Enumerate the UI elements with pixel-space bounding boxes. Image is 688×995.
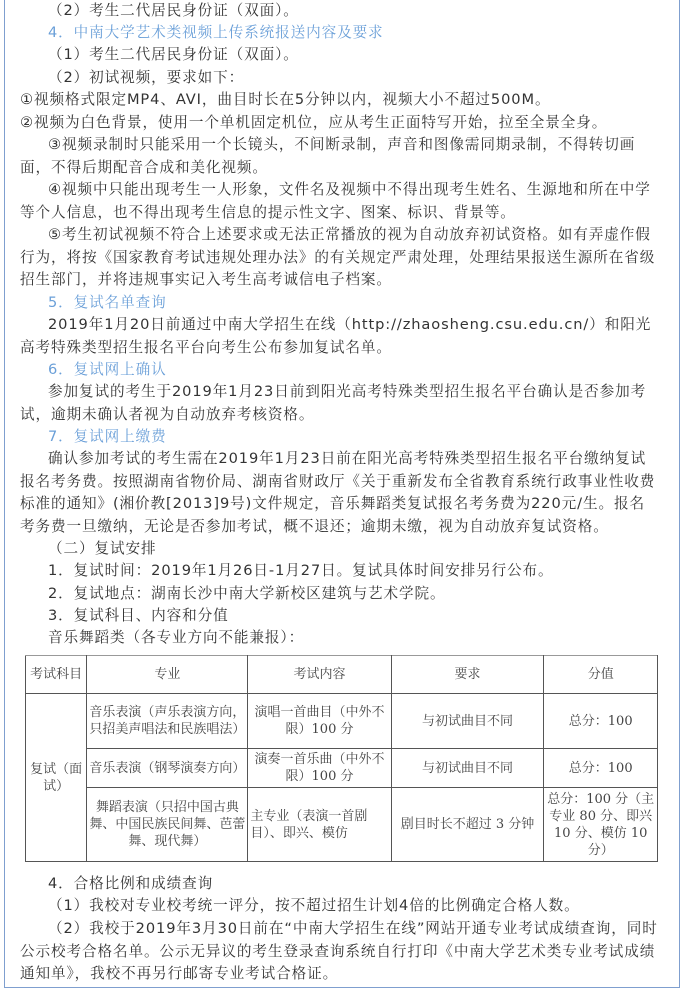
retest-subjects: 3．复试科目、内容和分值 — [48, 607, 229, 624]
major-cell: 音乐表演（钢琴演奏方向） — [87, 749, 248, 788]
content-cell: 演奏一首乐曲（中外不限）100 分 — [248, 749, 391, 788]
section-7-body: 确认参加考试的考生需在2019年1月23日前在阳光高考特殊类型招生报名平台缴纳复试报名考务费。按照湖南省物价局、湖南省财政厅《关于重新发布全省教育系统行政事业性收费标准的通知》(湘价教[2013]9号)文件规定，音乐舞蹈类复试报名考务费为220元/生。报名考务费一旦缴纳，无论是否参加考试，概不退还；逾期未缴，视为自动放弃复试资格。 — [20, 450, 656, 535]
video-req-2: ②视频为白色背景，使用一个单机固定机位，应从考生正面特写开始，拉至全景全身。 — [20, 114, 608, 131]
section-7-heading: 7．复试网上缴费 — [48, 428, 167, 445]
score-cell: 总分：100 分（主专业 80 分、即兴 10 分、模仿 10 分） — [544, 788, 658, 862]
requirement-cell: 剧目时长不超过 3 分钟 — [391, 788, 544, 862]
table-row — [26, 749, 658, 788]
pass-ratio: （1）我校对专业校考统一评分，按不超过招生计划4倍的比例确定合格人数。 — [48, 897, 580, 914]
retest-location: 2．复试地点：湖南长沙中南大学新校区建筑与艺术学院。 — [48, 585, 446, 602]
major-cell: 音乐表演（声乐表演方向，只招美声唱法和民族唱法） — [87, 694, 248, 749]
requirement-cell: 与初试曲目不同 — [391, 749, 544, 788]
video-req-3: ③视频录制时只能采用一个长镜头，不间断录制，声音和图像需同期录制，不得转切画面，不得后期配音合成和美化视频。 — [20, 136, 636, 176]
subject-cell: 复试（面试） — [26, 694, 87, 862]
upload-item-2: （2）初试视频，要求如下： — [48, 69, 245, 86]
score-cell: 总分：100 — [544, 694, 658, 749]
section-5-heading: 5．复试名单查询 — [48, 294, 167, 311]
upload-item-1: （1）考生二代居民身份证（双面）。 — [48, 46, 299, 63]
section-4-heading: 4．中南大学艺术类视频上传系统报送内容及要求 — [48, 24, 384, 41]
section-4-pass-heading: 4．合格比例和成绩查询 — [48, 875, 214, 892]
video-req-4: ④视频中只能出现考生一人形象，文件名及视频中不得出现考生姓名、生源地和所在中学等个人信息，也不得出现考生信息的提示性文字、图案、标识、背景等。 — [20, 181, 651, 221]
table-header-row — [26, 656, 658, 694]
major-cell: 舞蹈表演（只招中国古典舞、中国民族民间舞、芭蕾舞、现代舞） — [87, 788, 248, 862]
score-cell: 总分：100 — [544, 749, 658, 788]
table-row — [26, 788, 658, 862]
content-cell: 演唱一首曲目（中外不限）100 分 — [248, 694, 391, 749]
header-major: 专业 — [87, 656, 248, 694]
retest-arrangement-heading: （二）复试安排 — [48, 540, 157, 557]
header-content: 考试内容 — [248, 656, 391, 694]
section-6-body: 参加复试的考生于2019年1月23日前到阳光高考特殊类型招生报名平台确认是否参加考试，逾期未确认者视为自动放弃考核资格。 — [20, 383, 647, 423]
table-row — [26, 694, 658, 749]
id-card-item-2: （2）考生二代居民身份证（双面）。 — [48, 2, 299, 19]
retest-time: 1．复试时间：2019年1月26日-1月27日。复试具体时间安排另行公布。 — [48, 562, 554, 579]
header-subject: 考试科目 — [26, 656, 87, 694]
video-req-1: ①视频格式限定MP4、AVI，曲目时长在5分钟以内，视频大小不超过500M。 — [20, 91, 551, 108]
section-6-heading: 6．复试网上确认 — [48, 361, 167, 378]
requirement-cell: 与初试曲目不同 — [391, 694, 544, 749]
music-dance-category: 音乐舞蹈类（各专业方向不能兼报）： — [48, 629, 305, 646]
content-cell: 主专业（表演一首剧目）、即兴、模仿 — [248, 788, 391, 862]
header-requirement: 要求 — [391, 656, 544, 694]
score-query: （2）我校于2019年3月30日前在“中南大学招生在线”网站开通专业考试成绩查询，同时公示校考合格名单。公示无异议的考生登录查询系统自行打印《中南大学艺术类专业考试成绩通知单》，我校不再另行邮寄专业考试合格证。 — [20, 920, 658, 982]
exam-table — [25, 655, 658, 862]
video-req-5: ⑤考生初试视频不符合上述要求或无法正常播放的视为自动放弃初试资格。如有弄虚作假行为，将按《国家教育考试违规处理办法》的有关规定严肃处理，处理结果报送生源所在省级招生部门，并将违规事实记入考生高考诚信电子档案。 — [20, 226, 656, 288]
section-5-body: 2019年1月20日前通过中南大学招生在线（http://zhaosheng.csu.edu.cn/）和阳光高考特殊类型招生报名平台向考生公布参加复试名单。 — [20, 316, 652, 356]
header-score: 分值 — [544, 656, 658, 694]
